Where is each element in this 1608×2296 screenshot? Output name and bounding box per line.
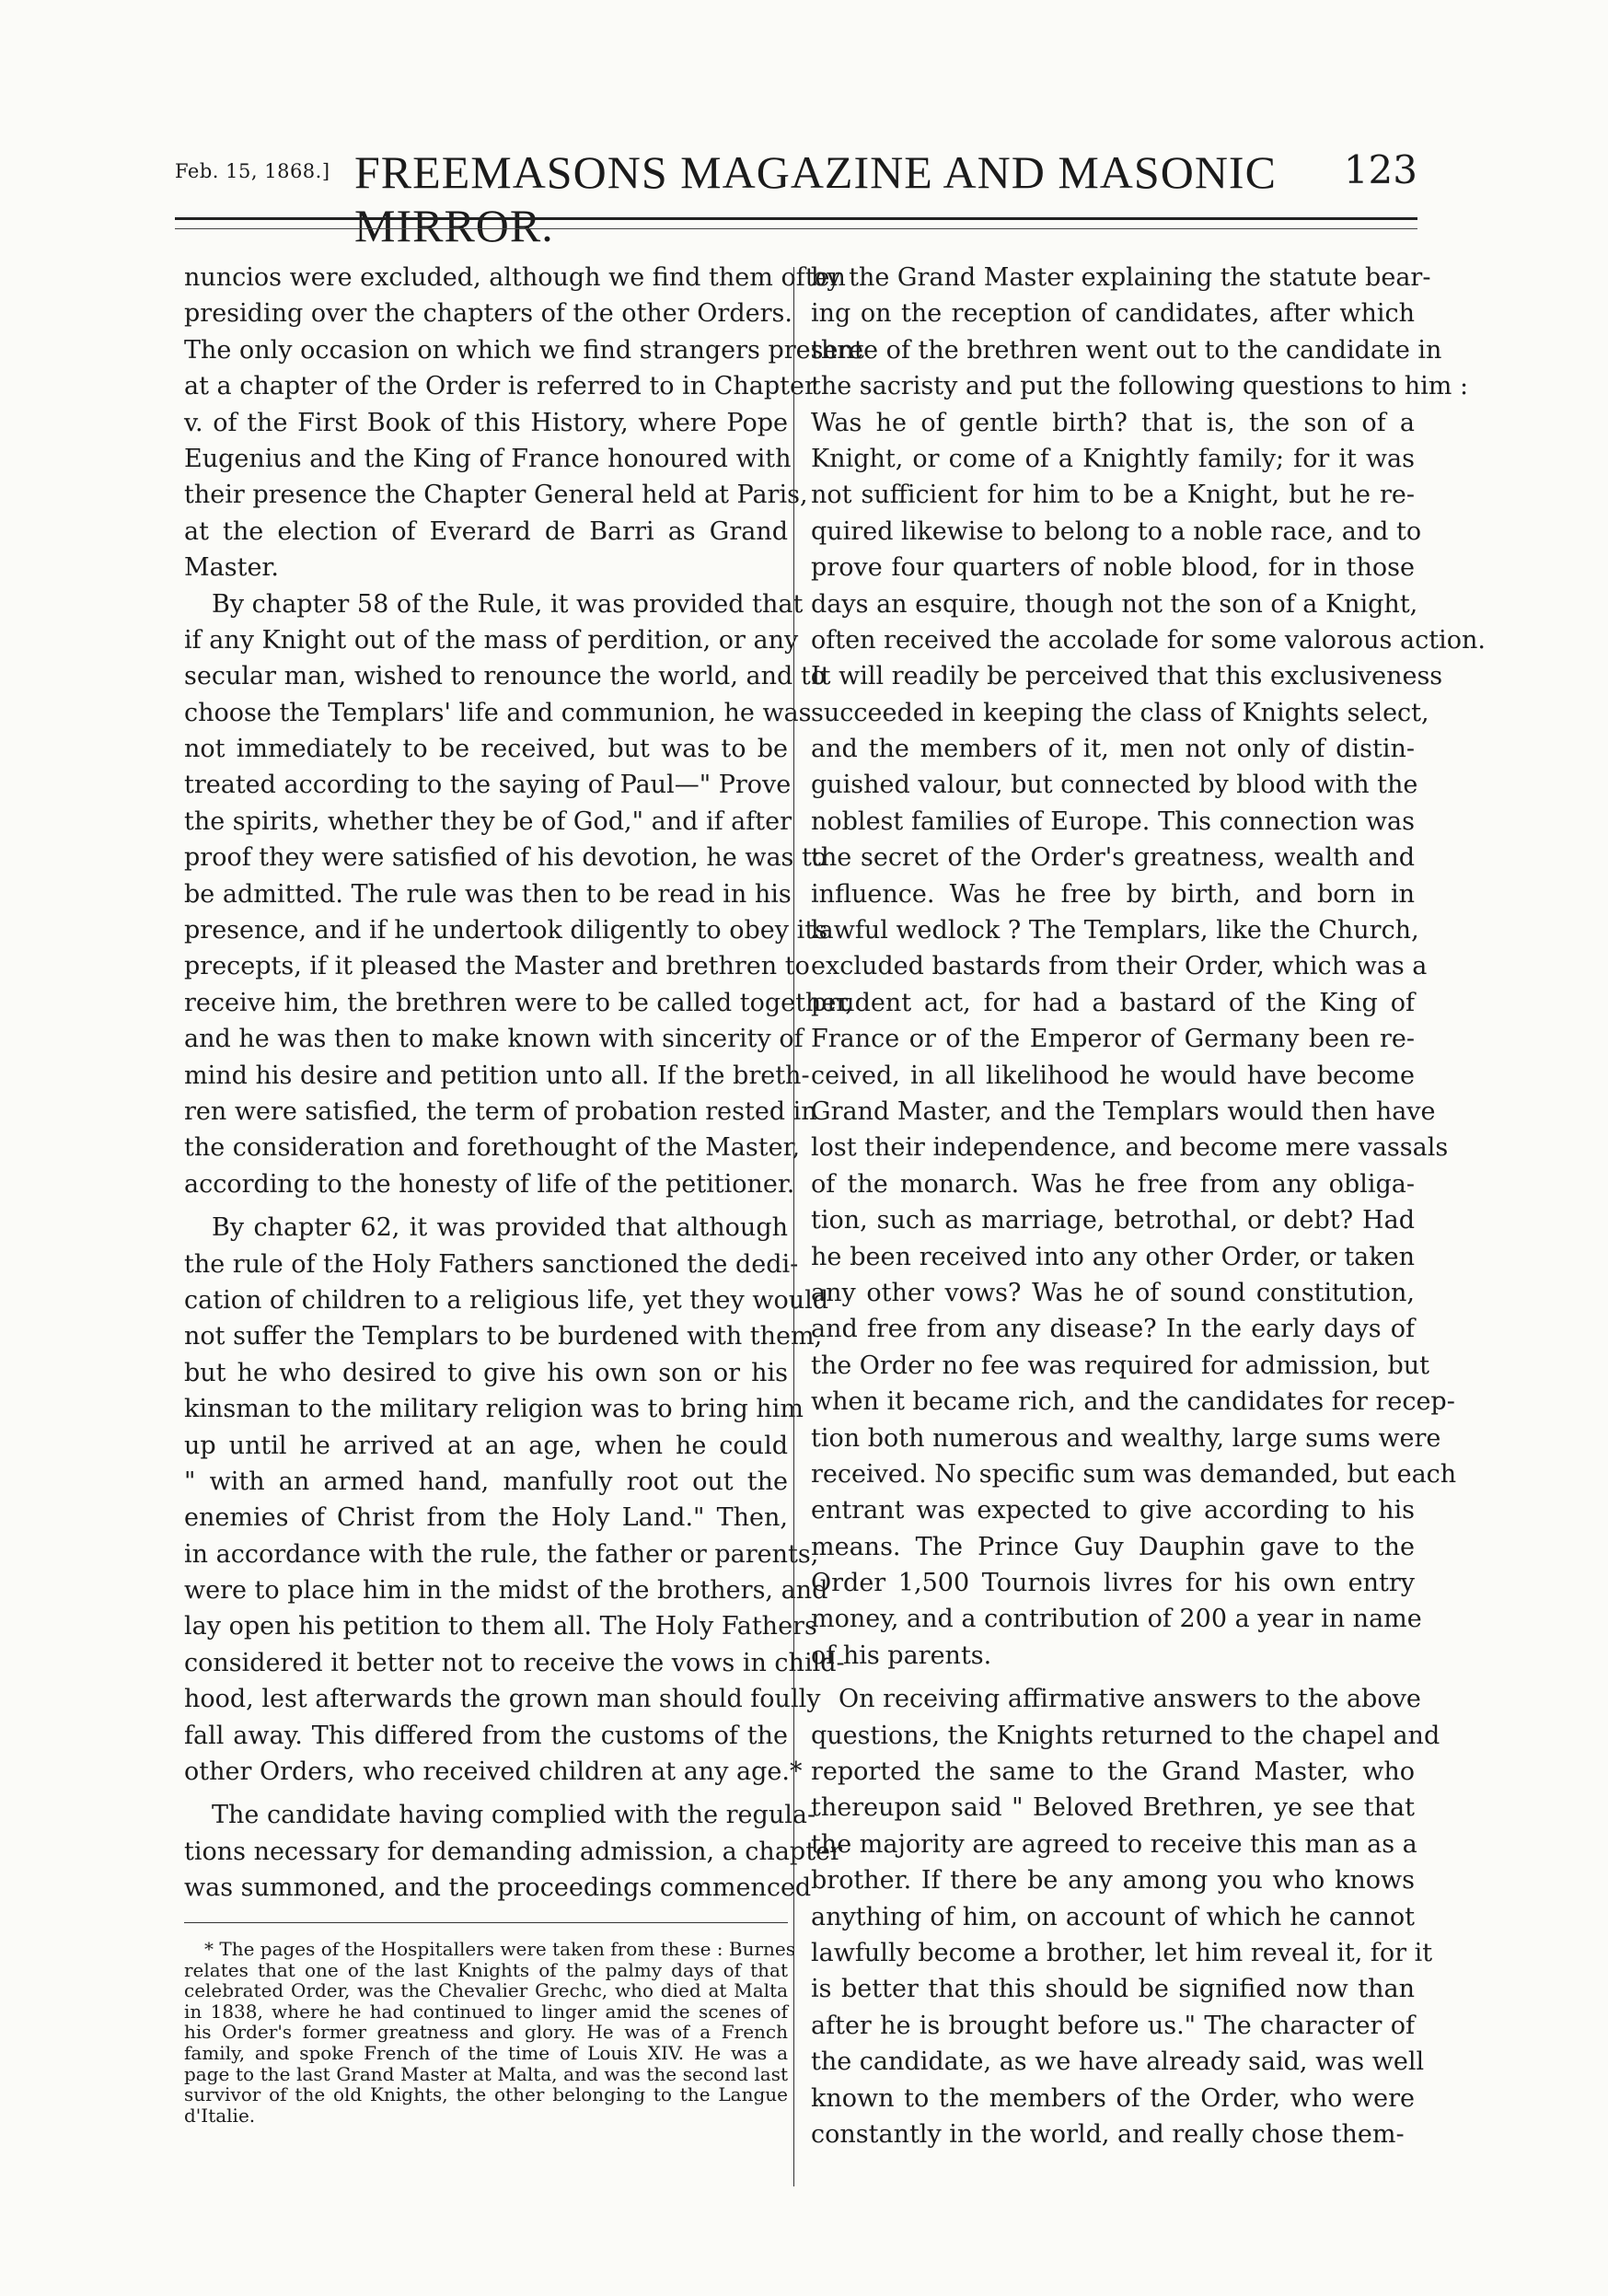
footnote-line: family, and spoke French of the time of Louis XIV. He was a (184, 2041, 788, 2064)
text-line: received. No specific sum was demanded, but each (811, 1459, 1457, 1489)
text-line: not suffer the Templars to be burdened with them, (184, 1322, 823, 1351)
text-line: tions necessary for demanding admission, a chapter (184, 1837, 842, 1866)
text-line: days an esquire, though not the son of a Knight, (811, 589, 1418, 619)
text-line: when it became rich, and the candidates for recep- (811, 1387, 1455, 1417)
text-line: be admitted. The rule was then to be read in his (184, 879, 792, 909)
paragraph-gap (811, 1674, 1415, 1681)
text-line: he been received into any other Order, or taken (811, 1242, 1415, 1271)
text-line: lay open his petition to them all. The Holy Fathers (184, 1612, 817, 1641)
text-line: The only occasion on which we find strangers present (184, 335, 864, 365)
text-line: Order 1,500 Tournois livres for his own entry (811, 1569, 1415, 1598)
text-line: not sufficient for him to be a Knight, but he re- (811, 481, 1415, 510)
text-line: questions, the Knights returned to the chapel and (811, 1721, 1440, 1750)
text-line: tion both numerous and wealthy, large sums were (811, 1423, 1441, 1453)
text-line: It will readily be perceived that this exclusiveness (811, 662, 1443, 691)
footnote-line: celebrated Order, was the Chevalier Grechc, who died at Malta (184, 1979, 788, 2002)
text-line: constantly in the world, and really chose them- (811, 2119, 1405, 2149)
text-line: known to the members of the Order, who were (811, 2083, 1415, 2113)
text-line: any other vows? Was he of sound constitution, (811, 1278, 1415, 1307)
paragraph-gap (184, 1202, 788, 1210)
text-line: quired likewise to belong to a noble race, and to (811, 516, 1422, 546)
text-line: not immediately to be received, but was to be (184, 735, 788, 764)
text-line: at the election of Everard de Barri as Grand (184, 516, 788, 546)
text-line: brother. If there be any among you who knows (811, 1866, 1415, 1896)
text-line: By chapter 62, it was provided that although (212, 1213, 788, 1243)
text-line: often received the accolade for some valorous action. (811, 625, 1486, 655)
text-line: ceived, in all likelihood he would have become (811, 1061, 1415, 1090)
text-line: of his parents. (811, 1641, 992, 1670)
text-line: means. The Prince Guy Dauphin gave to the (811, 1532, 1415, 1561)
text-line: Knight, or come of a Knightly family; for it was (811, 444, 1415, 473)
text-line: the spirits, whether they be of God," and if after (184, 806, 792, 836)
text-line: the rule of the Holy Fathers sanctioned the dedi- (184, 1249, 799, 1279)
text-line: lawfully become a brother, let him reveal it, for it (811, 1938, 1433, 1967)
text-line: the secret of the Order's greatness, wealth and (811, 843, 1415, 873)
footnote-rule (184, 1922, 788, 1923)
text-line: the consideration and forethought of the Master, (184, 1133, 801, 1163)
text-line: after he is brought before us." The character of (811, 2011, 1415, 2040)
text-line: lawful wedlock ? The Templars, like the Church, (811, 916, 1419, 945)
text-line: of the monarch. Was he free from any obliga- (811, 1169, 1415, 1199)
text-line: was summoned, and the proceedings commenced (184, 1873, 812, 1903)
text-line: excluded bastards from their Order, which was a (811, 952, 1428, 981)
text-line: considered it better not to receive the vows in child- (184, 1648, 845, 1677)
text-line: enemies of Christ from the Holy Land." Then, (184, 1503, 788, 1533)
footnote-line: his Order's former greatness and glory. He was of a French (184, 2021, 788, 2044)
text-line: up until he arrived at an age, when he could (184, 1431, 788, 1460)
text-line: Eugenius and the King of France honoured with (184, 444, 792, 473)
text-line: The candidate having complied with the regula- (212, 1801, 816, 1830)
text-line: mind his desire and petition unto all. If the breth- (184, 1061, 810, 1090)
text-line: at a chapter of the Order is referred to in Chapter (184, 372, 816, 401)
text-line: their presence the Chapter General held at Paris, (184, 481, 808, 510)
text-line: Master. (184, 553, 279, 583)
text-line: receive him, the brethren were to be called together, (184, 988, 853, 1017)
text-line: influence. Was he free by birth, and born in (811, 879, 1415, 909)
magazine-title: FREEMASONS MAGAZINE AND MASONIC MIRROR. (354, 146, 1277, 251)
text-line: Was he of gentle birth? that is, the son of a (811, 408, 1415, 437)
footnote-line: relates that one of the last Knights of the palmy days of that (184, 1958, 788, 1981)
text-line: and he was then to make known with sincerity of (184, 1025, 804, 1054)
text-line: choose the Templars' life and communion, he was (184, 698, 812, 727)
text-line: presiding over the chapters of the other Orders. (184, 299, 792, 329)
text-line: but he who desired to give his own son or his (184, 1358, 788, 1387)
text-line: money, and a contribution of 200 a year in name (811, 1605, 1422, 1634)
text-line: in accordance with the rule, the father or parents, (184, 1539, 819, 1569)
text-line: the majority are agreed to receive this man as a (811, 1829, 1417, 1859)
text-line: " with an armed hand, manfully root out the (184, 1467, 788, 1496)
header-rule-thin (175, 228, 1417, 229)
page-number: 123 (1343, 147, 1417, 192)
text-line: presence, and if he undertook diligently to obey its (184, 916, 827, 945)
text-line: On receiving affirmative answers to the above (839, 1685, 1421, 1714)
text-line: noblest families of Europe. This connection was (811, 806, 1415, 836)
text-line: entrant was expected to give according to his (811, 1496, 1415, 1525)
text-line: succeeded in keeping the class of Knights select, (811, 698, 1429, 727)
footnote-line: page to the last Grand Master at Malta, and was the second last (184, 2062, 788, 2085)
text-line: secular man, wished to renounce the world, and to (184, 662, 826, 691)
column-divider (793, 267, 794, 2186)
paragraph-gap (184, 1790, 788, 1797)
text-line: prove four quarters of noble blood, for in those (811, 553, 1415, 583)
text-line: Grand Master, and the Templars would then have (811, 1096, 1436, 1126)
text-line: treated according to the saying of Paul—" Prove (184, 771, 792, 800)
text-line: thereupon said " Beloved Brethren, ye see that (811, 1793, 1415, 1823)
text-line: and free from any disease? In the early days of (811, 1315, 1415, 1344)
right-column (811, 260, 1486, 2152)
text-line: kinsman to the military religion was to bring him (184, 1395, 804, 1424)
text-line: the candidate, as we have already said, was well (811, 2047, 1425, 2077)
text-line: by the Grand Master explaining the statute bear- (811, 263, 1431, 292)
text-line: reported the same to the Grand Master, who (811, 1757, 1415, 1787)
footnote-line: survivor of the old Knights, the other belonging to the Langue (184, 2083, 788, 2106)
text-line: ren were satisfied, the term of probation rested in (184, 1096, 817, 1126)
text-line: tion, such as marriage, betrothal, or debt? Had (811, 1206, 1415, 1235)
page-header (175, 145, 1417, 251)
footnote-line: d'Italie. (184, 2104, 256, 2127)
text-line: according to the honesty of life of the petitioner. (184, 1169, 795, 1199)
text-line: v. of the First Book of this History, where Pope (184, 408, 788, 437)
text-line: were to place him in the midst of the brothers, and (184, 1576, 828, 1606)
text-line: fall away. This differed from the customs of the (184, 1721, 788, 1750)
text-line: anything of him, on account of which he cannot (811, 1902, 1415, 1931)
footnote-line: * The pages of the Hospitallers were taken from these : Burnes (204, 1938, 796, 1960)
text-line: France or of the Emperor of Germany been re- (811, 1025, 1415, 1054)
text-line: is better that this should be signified now than (811, 1975, 1415, 2004)
text-line: other Orders, who received children at any age.* (184, 1757, 803, 1787)
text-line: three of the brethren went out to the candidate in (811, 335, 1442, 365)
text-line: hood, lest afterwards the grown man should foully (184, 1685, 821, 1714)
text-line: precepts, if it pleased the Master and brethren to (184, 952, 810, 981)
text-line: prudent act, for had a bastard of the King of (811, 988, 1415, 1017)
text-line: proof they were satisfied of his devotion, he was to (184, 843, 827, 873)
text-line: nuncios were excluded, although we find them often (184, 263, 846, 292)
text-line: lost their independence, and become mere vassals (811, 1133, 1449, 1163)
footnote (184, 1938, 796, 2127)
header-rule-thick (175, 217, 1417, 220)
footnote-line: in 1838, where he had continued to linger amid the scenes of (184, 2000, 788, 2023)
text-line: if any Knight out of the mass of perdition, or any (184, 625, 799, 655)
text-line: the Order no fee was required for admission, but (811, 1351, 1429, 1380)
left-column (184, 260, 864, 1907)
text-line: the sacristy and put the following questions to him : (811, 372, 1469, 401)
text-line: cation of children to a religious life, yet they would (184, 1285, 829, 1315)
text-line: and the members of it, men not only of distin- (811, 735, 1415, 764)
text-line: ing on the reception of candidates, after which (811, 299, 1415, 329)
text-line: guished valour, but connected by blood with the (811, 771, 1418, 800)
issue-date: Feb. 15, 1868.] (175, 160, 330, 182)
text-line: By chapter 58 of the Rule, it was provided that (212, 589, 804, 619)
